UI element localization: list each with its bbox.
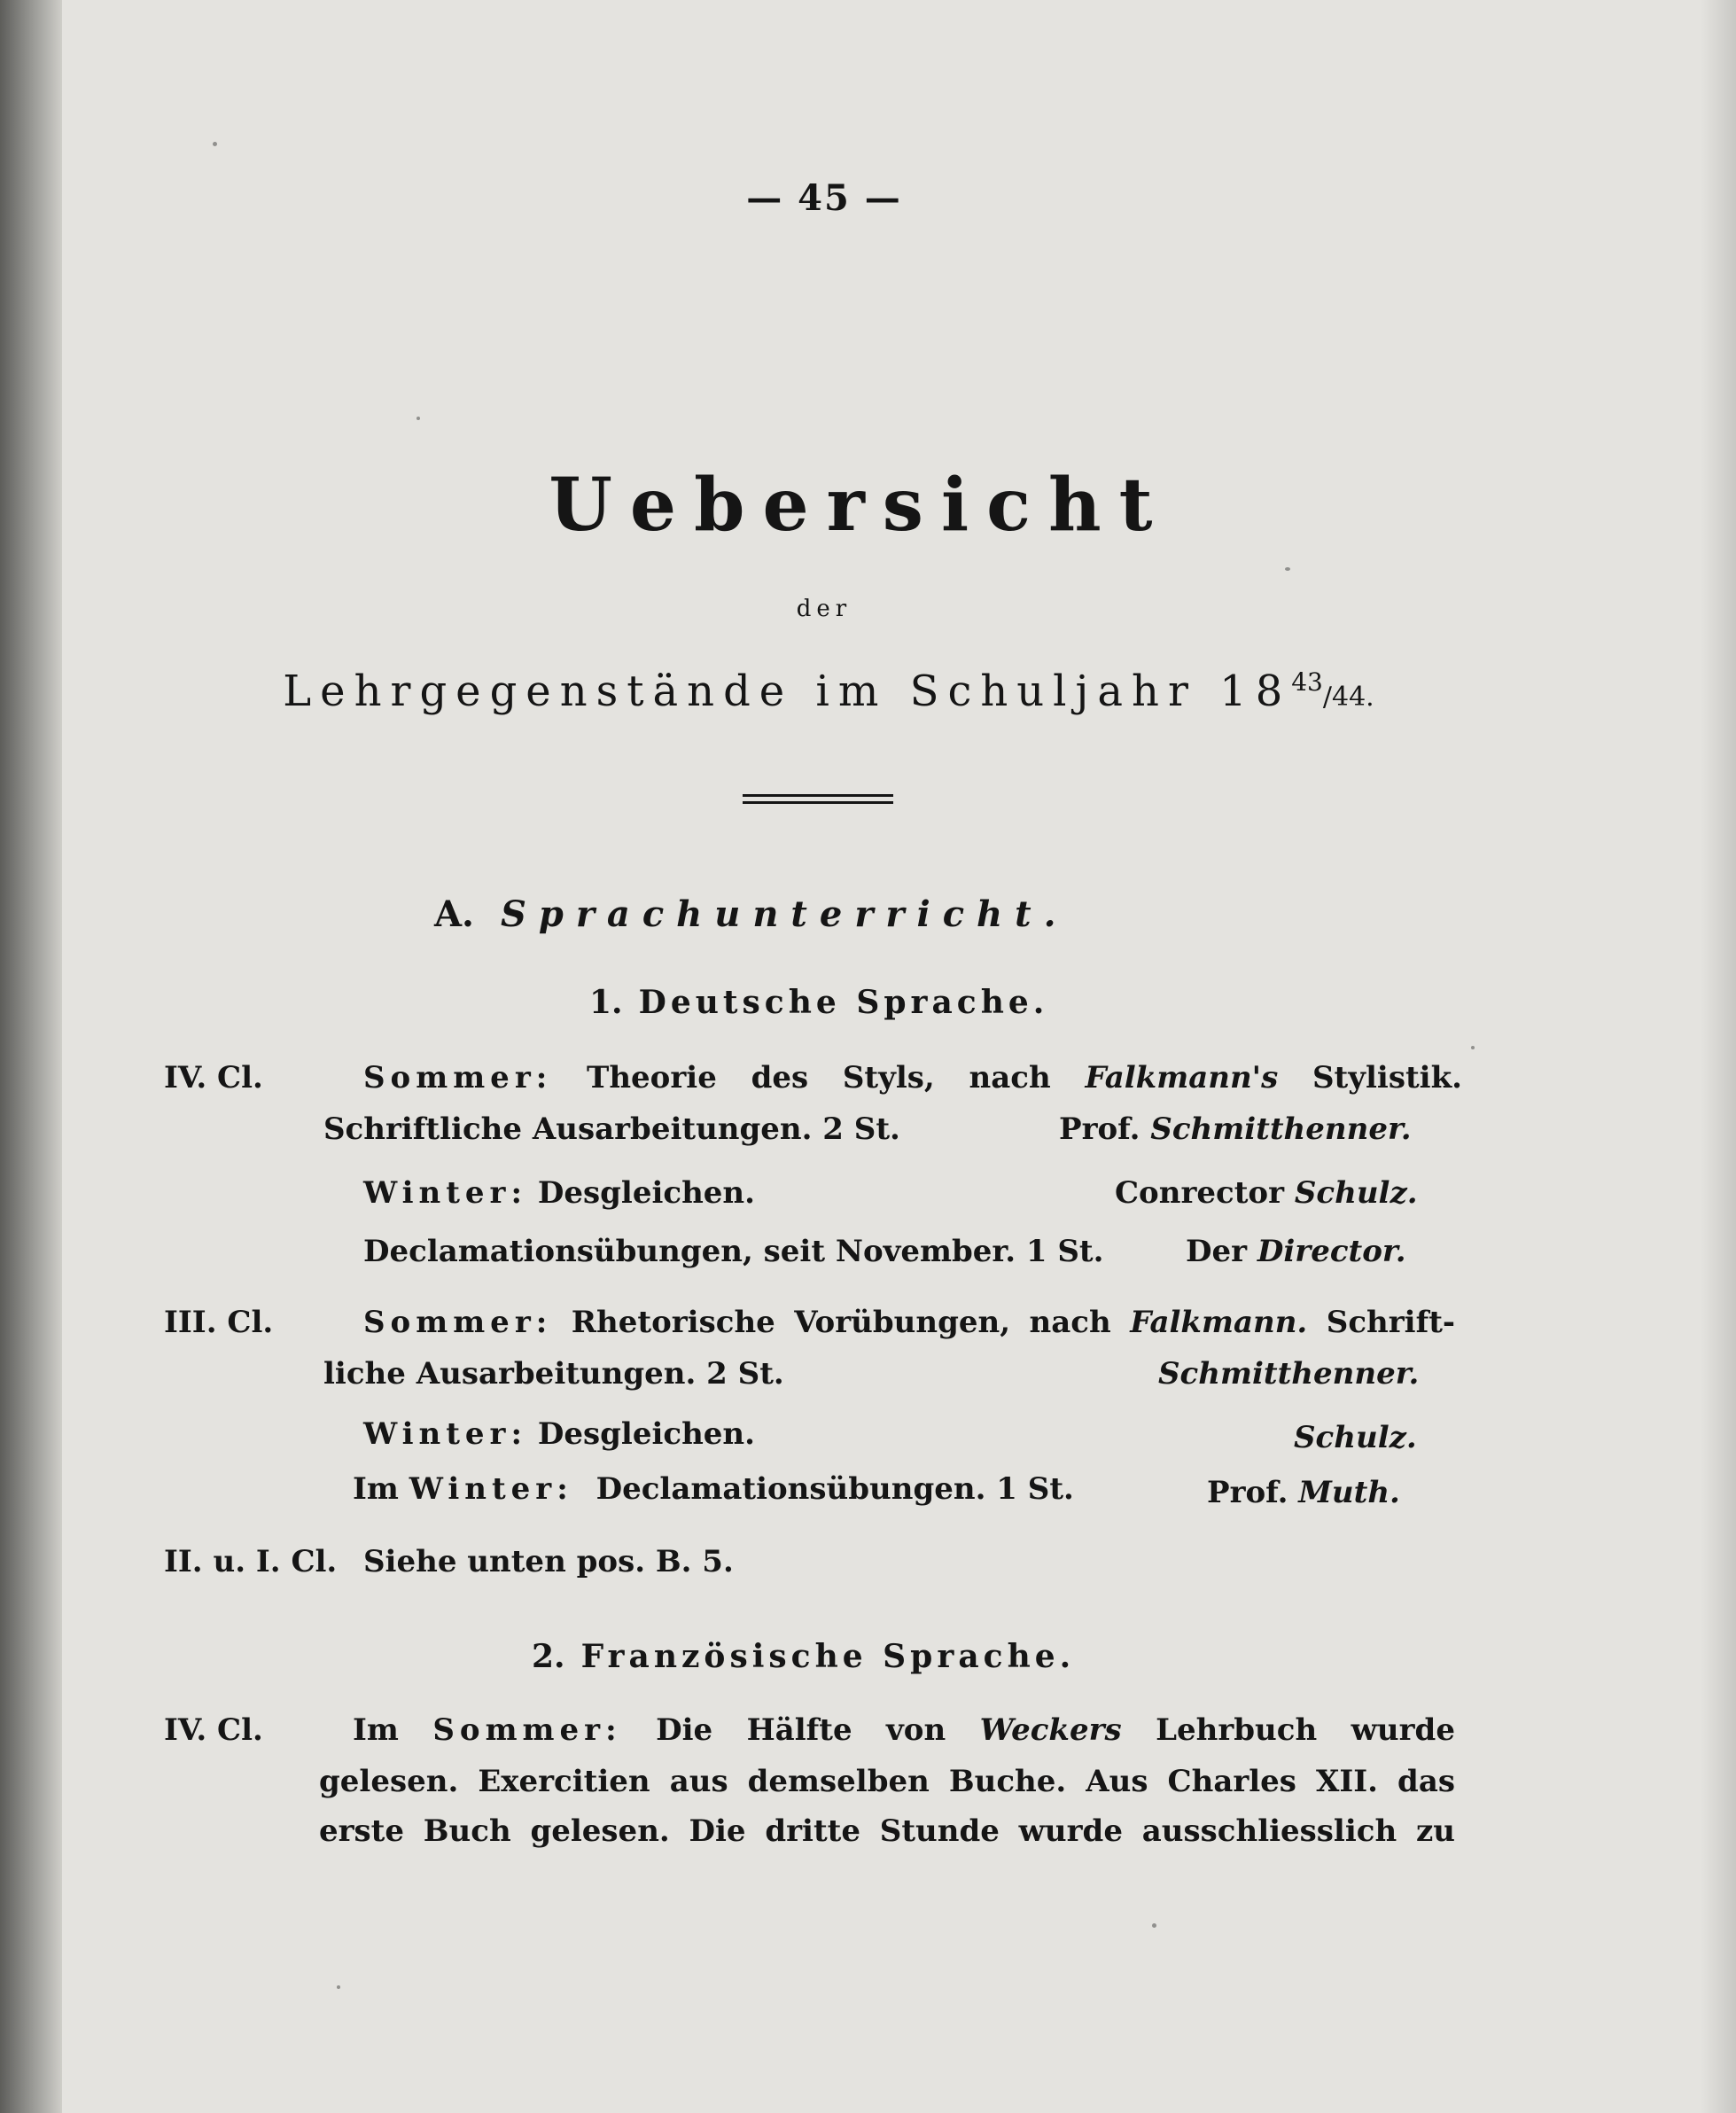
double-rule-divider (743, 794, 893, 804)
deutsch-iii-line-4-teacher (1207, 1475, 1400, 1510)
deutsch-iii-text-2: Schrift- (1326, 1305, 1456, 1340)
deutsch-ii-i-text: Siehe unten pos. B. 5. (363, 1544, 734, 1579)
class-label-ii-i: II. u. I. Cl. (164, 1544, 338, 1579)
deutsch-iv-line-2-text: Schriftliche Ausarbeitungen. 2 St. (323, 1111, 900, 1147)
print-speck (416, 417, 420, 420)
deutsch-iv-line-3-text: Desgleichen. (537, 1175, 755, 1211)
deutsch-iii-line-4 (353, 1471, 1074, 1507)
print-speck (1152, 1923, 1156, 1928)
page-title: Uebersicht (549, 463, 1171, 548)
franz-iv-line-1 (353, 1712, 1455, 1748)
class-label-iii: III. Cl. (164, 1305, 274, 1340)
franz-line-1-text-2: Lehrbuch wurde (1156, 1712, 1455, 1748)
season-sommer: Sommer: (363, 1305, 553, 1340)
deutsch-iii-line-3-teacher: Schulz. (1294, 1420, 1417, 1455)
subsection-deutsch-name: Deutsche Sprache. (638, 984, 1049, 1021)
class-label-iv-deutsch: IV. Cl. (164, 1060, 263, 1095)
teacher-title: Prof. (1207, 1475, 1288, 1510)
deutsch-iv-line-4-teacher (1186, 1234, 1406, 1269)
deutsch-iii-line-2-teacher: Schmitthenner. (1158, 1356, 1420, 1392)
teacher-title: Prof. (1059, 1111, 1140, 1147)
deutsch-iii-line-1 (363, 1305, 1455, 1340)
page-number: — 45 — (746, 177, 902, 219)
book-spine-shadow (0, 0, 62, 2113)
season-sommer: Sommer: (432, 1712, 622, 1748)
teacher-title: Der (1186, 1234, 1248, 1269)
franz-line-3-text: erste Buch gelesen. Die dritte Stunde wurde ausschliesslich zu (319, 1813, 1455, 1849)
section-a-name: Sprachunterricht. (500, 893, 1069, 935)
deutsch-iv-line-2-teacher (1059, 1111, 1412, 1147)
teacher-name: Muth. (1298, 1475, 1400, 1510)
subsection-deutsch-heading (589, 984, 1048, 1021)
author-falkmann: Falkmann's (1085, 1060, 1279, 1095)
subtitle-year-frac: /44. (1322, 682, 1374, 713)
deutsch-iii-line-3-text: Desgleichen. (537, 1416, 755, 1452)
deutsch-iv-text-2: Stylistik. (1312, 1060, 1462, 1095)
author-weckers: Weckers (979, 1712, 1122, 1748)
deutsch-iii-line-3 (363, 1416, 755, 1452)
deutsch-iv-line-3-teacher (1115, 1175, 1418, 1211)
line-prefix-im: Im (353, 1471, 399, 1507)
title-connector: der (796, 596, 852, 622)
subsection-franz-number: 2. (532, 1638, 565, 1675)
subsection-franz-name: Französische Sprache. (580, 1638, 1076, 1675)
franz-line-1-text-1: Die Hälfte von (656, 1712, 946, 1748)
deutsch-iv-line-4-text: Declamationsübungen, seit November. 1 St. (363, 1234, 1104, 1269)
line-prefix-im: Im (353, 1712, 399, 1748)
author-falkmann: Falkmann. (1130, 1305, 1308, 1340)
deutsch-iv-line-3 (363, 1175, 755, 1211)
print-speck (213, 142, 217, 146)
print-speck (337, 1985, 340, 1989)
teacher-name: Director. (1257, 1234, 1406, 1269)
class-label-iv-franz: IV. Cl. (164, 1712, 263, 1748)
deutsch-iii-text-1: Rhetorische Vorübungen, nach (571, 1305, 1111, 1340)
subsection-deutsch-number: 1. (589, 984, 623, 1021)
season-winter: Winter: (363, 1416, 528, 1452)
franz-iv-line-3 (319, 1813, 1455, 1849)
section-a-letter: A. (434, 893, 474, 935)
season-winter: Winter: (409, 1471, 573, 1507)
subsection-franz-heading (532, 1638, 1075, 1675)
subtitle-year-sup: 43 (1291, 667, 1323, 697)
teacher-name: Schmitthenner. (1150, 1111, 1412, 1147)
deutsch-iii-line-2-text: liche Ausarbeitungen. 2 St. (323, 1356, 784, 1392)
print-speck (1471, 1046, 1475, 1049)
teacher-title: Conrector (1115, 1175, 1285, 1211)
franz-iv-line-2 (319, 1764, 1455, 1799)
section-a-heading (434, 893, 1069, 935)
franz-line-2-text: gelesen. Exercitien aus demselben Buche. Aus Charles XII. das (319, 1764, 1455, 1799)
print-speck (1285, 567, 1290, 571)
teacher-name: Schulz. (1294, 1175, 1418, 1211)
deutsch-iv-text-1: Theorie des Styls, nach (587, 1060, 1051, 1095)
season-sommer: Sommer: (363, 1060, 553, 1095)
subtitle-main: Lehrgegenstände im Schuljahr 18 (283, 667, 1292, 716)
season-winter: Winter: (363, 1175, 528, 1211)
deutsch-iii-line-4-text: Declamationsübungen. 1 St. (596, 1471, 1074, 1507)
page-edge-shadow (1701, 0, 1736, 2113)
deutsch-iv-line-1 (363, 1060, 1462, 1095)
page-subtitle (164, 667, 1493, 716)
